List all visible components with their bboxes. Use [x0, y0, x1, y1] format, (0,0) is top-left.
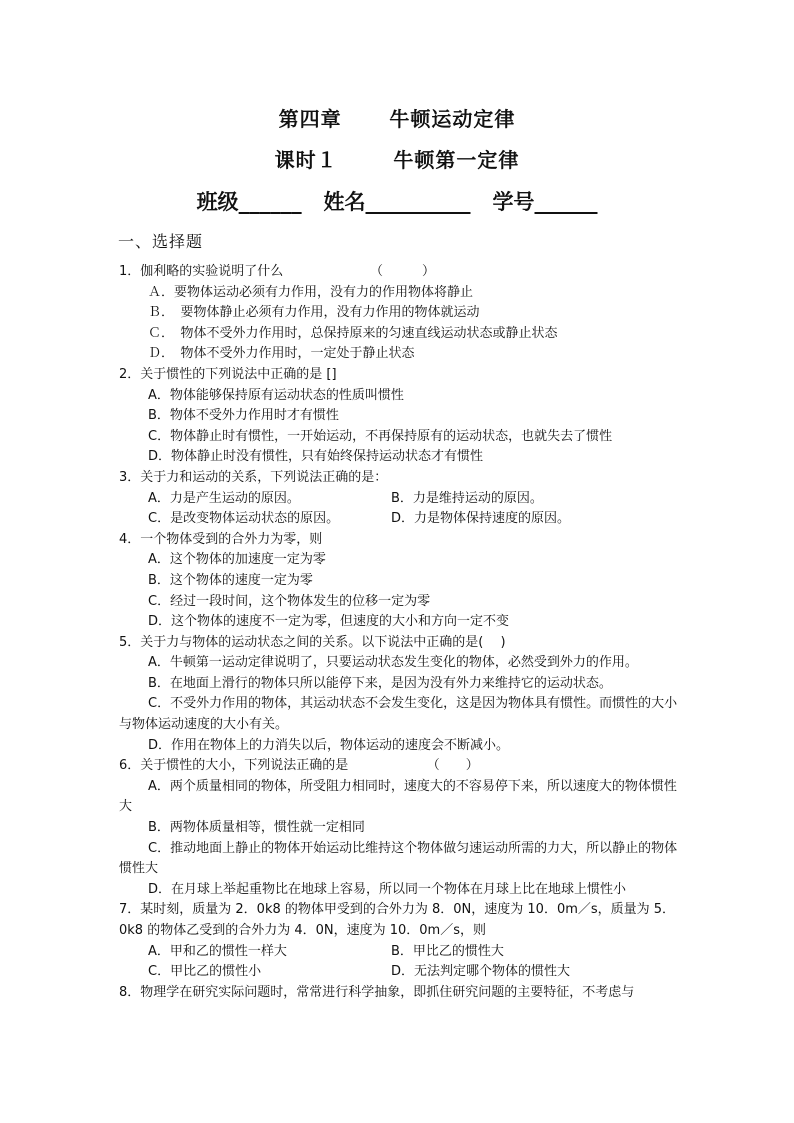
lesson-number: 课时１ [274, 148, 338, 172]
question-6 [119, 756, 689, 900]
option-row [119, 942, 689, 963]
option-b: B．这个物体的速度一定为零 [148, 572, 313, 588]
option-d: Ｄ． 物体不受外力作用时，一定处于静止状态 [148, 346, 415, 362]
option-d: D．作用在物体上的力消失以后，物体运动的速度会不断减小。 [148, 737, 510, 753]
name-blank: __________ [365, 190, 471, 214]
option-row [119, 962, 689, 983]
option-d: D．在月球上举起重物比在地球上容易，所以同一个物体在月球上比在地球上惯性小 [148, 881, 627, 897]
option-a: A．甲和乙的惯性一样大 [148, 943, 287, 959]
question-4 [119, 530, 689, 633]
option-c: C．推动地面上静止的物体开始运动比维持这个物体做匀速运动所需的力大，所以静止的物体惯性大 [119, 840, 678, 877]
option-a: A．牛顿第一运动定律说明了，只要运动状态发生变化的物体，必然受到外力的作用。 [148, 655, 638, 671]
option-a: A．物体能够保持原有运动状态的性质叫惯性 [148, 387, 404, 403]
option-b: B．物体不受外力作用时才有惯性 [148, 408, 339, 424]
question-stem: 4．一个物体受到的合外力为零，则 [119, 531, 323, 547]
class-label: 班级 [196, 190, 239, 214]
question-stem: 1．伽利略的实验说明了什么 （ ） [119, 264, 436, 279]
option-b: B．甲比乙的惯性大 [391, 943, 504, 959]
option-b: B．两物体质量相等，惯性就一定相同 [148, 820, 365, 836]
chapter-title [0, 104, 794, 134]
option-b: B．力是维持运动的原因。 [391, 490, 543, 506]
question-stem: 2．关于惯性的下列说法中正确的是 [] [119, 366, 337, 382]
question-stem: 6．关于惯性的大小，下列说法正确的是 （ ） [119, 758, 479, 774]
option-c: C．甲比乙的惯性小 [148, 964, 262, 980]
chapter-number: 第四章 [278, 107, 342, 131]
option-d: D．无法判定哪个物体的惯性大 [391, 964, 571, 980]
question-stem: 7．某时刻，质量为 2．0k8 的物体甲受到的合外力为 8．0N，速度为 10．0m／s，质量为 5．0k8 的物体乙受到的合外力为 4．0N，速度为 10．0m／s，则 [119, 902, 676, 938]
option-b: Ｂ． 要物体静止必须有力作用，没有力作用的物体就运动 [148, 305, 480, 321]
option-c: C．是改变物体运动状态的原因。 [148, 511, 340, 527]
question-stem: 3．关于力和运动的关系，下列说法正确的是： [119, 469, 388, 485]
section-heading: 一、选择题 [118, 232, 204, 251]
option-b: B．在地面上滑行的物体只所以能停下来，是因为没有外力来维持它的运动状态。 [148, 675, 612, 691]
option-d: D．物体静止时没有惯性，只有始终保持运动状态才有惯性 [148, 449, 484, 465]
question-3 [119, 468, 689, 530]
question-2 [119, 365, 689, 468]
name-label: 姓名 [323, 190, 366, 214]
option-row [119, 509, 689, 530]
question-stem: 5．关于力与物体的运动状态之间的关系。以下说法中正确的是( ) [119, 634, 506, 650]
question-8 [119, 983, 689, 1004]
option-c: C．不受外力作用的物体，其运动状态不会发生变化，这是因为物体具有惯性。而惯性的大小与物体运动速度的大小有关。 [119, 696, 678, 733]
option-d: D．这个物体的速度不一定为零，但速度的大小和方向一定不变 [148, 614, 510, 630]
question-7 [119, 900, 689, 982]
class-blank: ______ [238, 190, 302, 214]
option-c: C．经过一段时间，这个物体发生的位移一定为零 [148, 593, 431, 609]
question-stem: 8．物理学在研究实际问题时，常常进行科学抽象，即抓住研究问题的主要特征，不考虑与 [119, 984, 635, 1000]
student-info-line [0, 186, 794, 218]
student-id-blank: ______ [534, 190, 598, 214]
option-row [119, 489, 689, 510]
chapter-name: 牛顿运动定律 [389, 107, 516, 131]
option-a: A．力是产生运动的原因。 [148, 490, 300, 506]
option-d: D．力是物体保持速度的原因。 [391, 511, 571, 527]
option-a: Ａ．要物体运动必须有力作用，没有力的作用物体将静止 [148, 284, 474, 300]
lesson-title [0, 145, 794, 175]
option-c: Ｃ． 物体不受外力作用时，总保持原来的匀速直线运动状态或静止状态 [148, 325, 558, 341]
question-5 [119, 633, 689, 757]
question-1 [119, 262, 689, 365]
option-c: C．物体静止时有惯性，一开始运动，不再保持原有的运动状态，也就失去了惯性 [148, 428, 613, 444]
option-a: A．这个物体的加速度一定为零 [148, 552, 326, 568]
option-a: A．两个质量相同的物体，所受阻力相同时，速度大的不容易停下来，所以速度大的物体惯性大 [119, 778, 677, 815]
lesson-name: 牛顿第一定律 [393, 148, 520, 172]
student-id-label: 学号 [492, 190, 535, 214]
question-list [119, 262, 689, 1003]
